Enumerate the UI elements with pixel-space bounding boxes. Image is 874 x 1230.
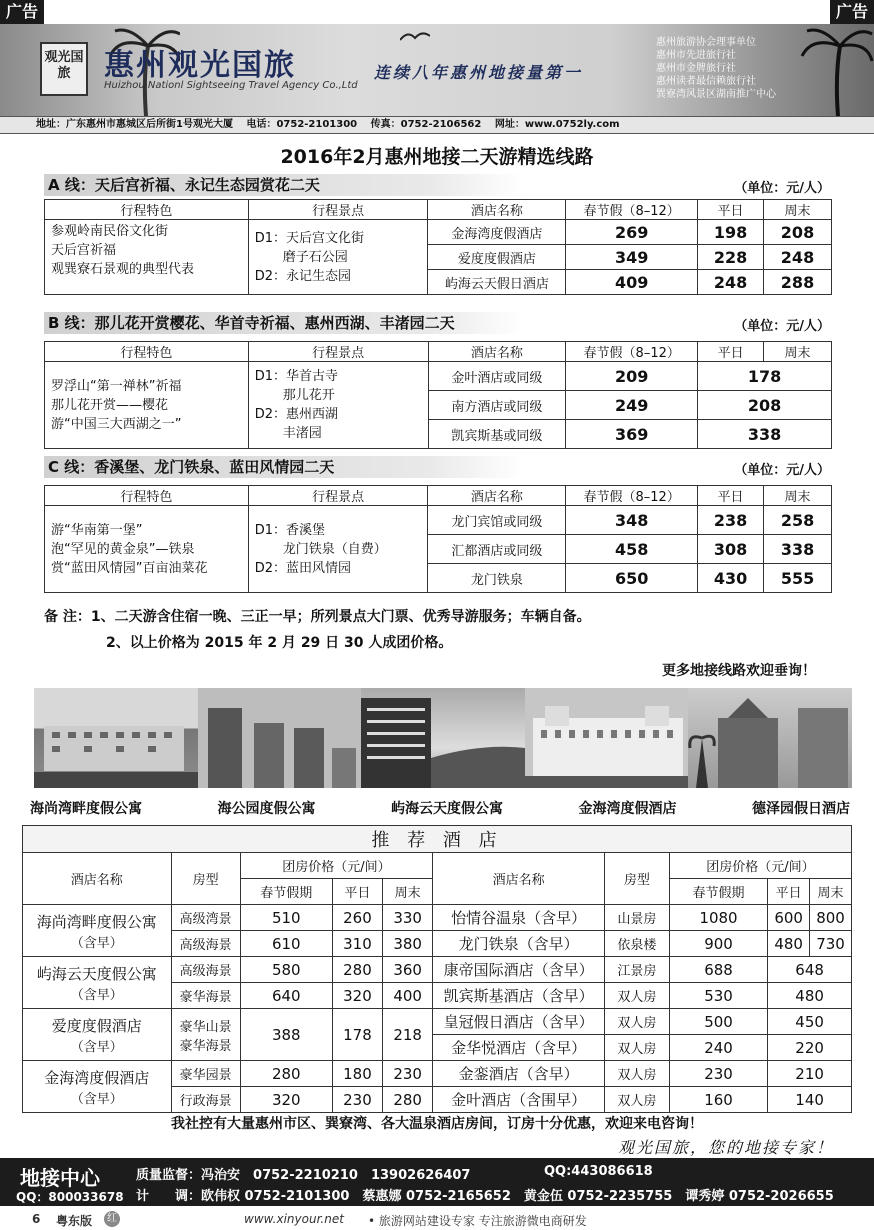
honor-item: 惠州市金牌旅行社 <box>656 63 736 74</box>
palm-tree-icon <box>800 26 874 116</box>
website-link[interactable]: www.xinyour.net <box>244 1212 344 1226</box>
photo-caption: 金海湾度假酒店 <box>578 801 677 817</box>
price-common: 210 <box>768 1061 852 1087</box>
col-header: 行程特色 <box>45 200 249 220</box>
price-spring: 320 <box>240 1087 332 1113</box>
route-spots <box>248 506 428 593</box>
hotel-photo <box>34 688 198 788</box>
price-weekend: 280 <box>383 1087 433 1113</box>
col-header: 春节假期 <box>240 879 332 905</box>
ad-tag-right: 广告 <box>830 0 874 24</box>
feature-line: 泡“罕见的黄金泉”—铁泉 <box>51 541 195 557</box>
feature-line: 观巽寮石景观的典型代表 <box>51 262 195 277</box>
website: 网址：www.0752ly.com <box>494 119 620 130</box>
col-header: 平日 <box>698 200 764 220</box>
feature-line: 天后宫祈福 <box>51 243 117 258</box>
address: 地址：广东惠州市惠城区后所街1号观光大厦 <box>36 119 233 130</box>
price-spring: 269 <box>566 220 698 245</box>
hotel-name: 屿海云天假日酒店 <box>428 270 566 295</box>
col-header: 春节假期 <box>669 879 767 905</box>
price-spring: 458 <box>566 535 698 564</box>
slogan: 连续八年惠州地接量第一 <box>374 63 584 82</box>
hotel-name: 海尚湾畔度假公寓 <box>36 912 157 931</box>
room-type: 双人房 <box>604 983 669 1009</box>
route-a-table <box>44 199 832 295</box>
hotel-name: 凯宾斯基酒店（含早） <box>433 983 605 1009</box>
signature-slogan: 观光国旅，您的地接专家！ <box>617 1138 834 1157</box>
hotel-sub: （含早） <box>70 987 123 1003</box>
room-type: 豪华海景 <box>171 983 240 1009</box>
price-common: 480 <box>768 983 852 1009</box>
booking-tip: 我社控有大量惠州市区、巽寮湾、各大温泉酒店房间，订房十分优惠，欢迎来电咨询！ <box>171 1116 703 1132</box>
page-number: 6 <box>32 1212 41 1226</box>
spot-line: D2：永记生态园 <box>254 268 351 284</box>
route-c-title: C 线：香溪堡、龙门铁泉、蓝田风情园二天 <box>44 456 524 478</box>
page-title: 2016年2月惠州地接二天游精选线路 <box>280 146 594 168</box>
feature-line: 游“华南第一堡” <box>51 522 143 538</box>
price-weekend: 218 <box>383 1009 433 1061</box>
price-weekend: 330 <box>383 905 433 931</box>
price-spring: 510 <box>240 905 332 931</box>
hotel-name: 屿海云天度假公寓 <box>36 964 157 983</box>
hotel-name: 金叶酒店（含围早） <box>433 1087 605 1113</box>
col-header: 行程景点 <box>248 342 428 362</box>
phone: 电话：0752-2101300 <box>246 119 358 130</box>
price-common: 220 <box>768 1035 852 1061</box>
price-weekend: 400 <box>383 983 433 1009</box>
price-spring: 409 <box>566 270 698 295</box>
spot-line: D1：华首古寺 <box>254 369 339 384</box>
spot-line: 龙门铁泉（自费） <box>282 541 387 557</box>
price-weekday: 238 <box>698 506 764 535</box>
hotel-name: 爱度度假酒店 <box>428 245 566 270</box>
note-1: 备 注：1、二天游含住宿一晚、三正一早；所列景点大门票、优秀导游服务；车辆自备。 <box>44 609 591 625</box>
agency-banner <box>0 24 874 116</box>
price-weekend: 360 <box>383 957 433 983</box>
price-spring: 640 <box>240 983 332 1009</box>
hotel-sub: （含早） <box>70 1039 123 1055</box>
seagull-icon <box>400 30 430 46</box>
price-weekend: 288 <box>764 270 832 295</box>
qq-number: QQ:443086618 <box>544 1164 653 1179</box>
planner-line <box>136 1185 834 1204</box>
planner-contact: 谭秀婷 0752-2026655 <box>685 1189 834 1204</box>
price-common: 648 <box>768 957 852 983</box>
price-spring: 580 <box>240 957 332 983</box>
route-features <box>45 220 249 295</box>
price-spring: 160 <box>669 1087 767 1113</box>
price-weekend: 208 <box>764 220 832 245</box>
feature-line: 那儿花开赏——樱花 <box>51 397 169 413</box>
feature-line: 赏“蓝田风情园”百亩油菜花 <box>51 560 208 576</box>
col-header: 房型 <box>171 853 240 905</box>
col-header: 行程景点 <box>248 486 428 506</box>
price-weekday: 260 <box>332 905 382 931</box>
col-header: 酒店名称 <box>23 853 172 905</box>
price-spring: 348 <box>566 506 698 535</box>
price-spring: 349 <box>566 245 698 270</box>
supervise-line <box>136 1164 470 1183</box>
honor-item: 巽寮湾风景区湖南推广中心 <box>656 89 776 100</box>
spot-line: 丰渚园 <box>282 426 322 441</box>
price-weekday: 248 <box>698 270 764 295</box>
price-common: 140 <box>768 1087 852 1113</box>
spot-line: 那儿花开 <box>282 388 335 403</box>
col-header: 酒店名称 <box>428 342 566 362</box>
unit-label: （单位：元/人） <box>734 181 830 196</box>
price-common: 338 <box>698 420 832 449</box>
honors-list <box>656 36 776 101</box>
col-header: 周末 <box>810 879 852 905</box>
room-type: 双人房 <box>604 1087 669 1113</box>
edition-label: 粤东版 <box>56 1214 93 1228</box>
price-weekday: 308 <box>698 535 764 564</box>
route-features <box>45 362 249 449</box>
hotel-name: 龙门宾馆或同级 <box>428 506 566 535</box>
col-header: 行程景点 <box>248 200 428 220</box>
price-spring: 530 <box>669 983 767 1009</box>
photo-caption: 海公园度假公寓 <box>217 801 316 817</box>
feature-line: 游“中国三大西湖之一” <box>51 416 182 432</box>
col-header: 平日 <box>332 879 382 905</box>
col-header: 平日 <box>698 342 764 362</box>
price-weekday: 230 <box>332 1087 382 1113</box>
planner-contact: 欧伟权 0752-2101300 <box>201 1189 350 1204</box>
room-type <box>171 1009 240 1061</box>
col-header: 团房价格（元/间） <box>669 853 851 879</box>
col-header: 行程特色 <box>45 342 249 362</box>
supervise-name: 冯治安 <box>201 1168 241 1183</box>
col-header: 春节假（8–12） <box>566 486 698 506</box>
spot-line: D2：蓝田风情园 <box>254 560 351 576</box>
price-weekday: 600 <box>768 905 810 931</box>
feature-line: 参观岭南民俗文化街 <box>51 224 169 239</box>
hotel-name: 汇都酒店或同级 <box>428 535 566 564</box>
price-weekend: 258 <box>764 506 832 535</box>
hotel-photo <box>688 688 852 788</box>
spot-line: 磨子石公园 <box>282 249 348 265</box>
price-spring: 280 <box>240 1061 332 1087</box>
hotel-name: 南方酒店或同级 <box>428 391 566 420</box>
route-spots <box>248 220 428 295</box>
price-spring: 369 <box>566 420 698 449</box>
route-b-title: B 线：那儿花开赏樱花、华首寺祈福、惠州西湖、丰渚园二天 <box>44 312 524 334</box>
room-type: 高级海景 <box>171 957 240 983</box>
unit-label: （单位：元/人） <box>734 319 830 334</box>
price-spring: 900 <box>669 931 767 957</box>
col-header: 周末 <box>764 200 832 220</box>
route-c-table <box>44 485 832 593</box>
ad-tag-left: 广告 <box>0 0 44 24</box>
room-type: 江景房 <box>604 957 669 983</box>
price-spring: 388 <box>240 1009 332 1061</box>
room-type: 高级海景 <box>171 931 240 957</box>
price-weekend: 555 <box>764 564 832 593</box>
price-spring: 240 <box>669 1035 767 1061</box>
honor-item: 惠州旅游协会理事单位 <box>656 37 756 48</box>
spot-line: D2：惠州西湖 <box>254 407 339 422</box>
brand-name-en: Huizhou Nationl Sightseeing Travel Agency Co.,Ltd <box>104 80 358 91</box>
price-spring: 650 <box>566 564 698 593</box>
hotel-name-cell <box>23 1061 172 1113</box>
col-header: 房型 <box>604 853 669 905</box>
room-type: 行政海景 <box>171 1087 240 1113</box>
contact-center-bar <box>0 1158 874 1206</box>
photo-captions <box>30 798 850 818</box>
price-weekday: 198 <box>698 220 764 245</box>
price-weekday: 430 <box>698 564 764 593</box>
planner-label: 计 调： <box>136 1189 202 1204</box>
edition-badge: 红 <box>104 1211 120 1227</box>
hotel-name: 龙门铁泉 <box>428 564 566 593</box>
website-tagline: • 旅游网站建设专家 专注旅游微电商研发 <box>368 1214 587 1228</box>
photo-caption: 德泽园假日酒店 <box>752 801 850 817</box>
col-header: 平日 <box>698 486 764 506</box>
price-weekday: 178 <box>332 1009 382 1061</box>
price-spring: 1080 <box>669 905 767 931</box>
price-weekend: 800 <box>810 905 852 931</box>
supervise-phone: 0752-2210210 <box>253 1168 358 1183</box>
brand-name: 惠州观光国旅 <box>104 48 296 83</box>
hotel-sub: （含早） <box>70 1091 123 1107</box>
hotel-name: 龙门铁泉（含早） <box>433 931 605 957</box>
room-type: 高级湾景 <box>171 905 240 931</box>
price-weekend: 380 <box>383 931 433 957</box>
planner-contact: 蔡惠娜 0752-2165652 <box>362 1189 511 1204</box>
hotel-name: 金海湾度假酒店 <box>44 1068 150 1087</box>
supervise-label: 质量监督： <box>136 1168 202 1183</box>
hotel-table-title: 推 荐 酒 店 <box>23 826 852 853</box>
price-weekend: 730 <box>810 931 852 957</box>
col-header: 团房价格（元/间） <box>240 853 433 879</box>
feature-line: 罗浮山“第一禅林”祈福 <box>51 378 182 394</box>
hotel-name: 金叶酒店或同级 <box>428 362 566 391</box>
price-weekday: 480 <box>768 931 810 957</box>
hotel-photo <box>361 688 525 788</box>
room-type: 依泉楼 <box>604 931 669 957</box>
photo-caption: 屿海云天度假公寓 <box>391 801 503 817</box>
recommended-hotels-table <box>22 825 852 1113</box>
room-type-line: 豪华山景 <box>179 1019 232 1035</box>
note-2: 2、以上价格为 2015 年 2 月 29 日 30 人成团价格。 <box>106 635 453 651</box>
hotel-name-cell <box>23 1009 172 1061</box>
col-header: 周末 <box>764 486 832 506</box>
fax: 传真：0752-2106562 <box>370 119 482 130</box>
route-features <box>45 506 249 593</box>
route-spots <box>248 362 428 449</box>
price-spring: 249 <box>566 391 698 420</box>
price-spring: 209 <box>566 362 698 391</box>
col-header: 酒店名称 <box>428 486 566 506</box>
col-header: 春节假（8–12） <box>566 200 698 220</box>
price-weekday: 280 <box>332 957 382 983</box>
agency-logo: 观光国旅 <box>40 42 88 96</box>
room-type: 双人房 <box>604 1061 669 1087</box>
center-qq: QQ：800033678 <box>16 1190 124 1204</box>
planner-contact: 黄金伍 0752-2235755 <box>523 1189 673 1204</box>
col-header: 行程特色 <box>45 486 249 506</box>
price-spring: 500 <box>669 1009 767 1035</box>
hotel-name: 康帝国际酒店（含早） <box>433 957 605 983</box>
price-common: 450 <box>768 1009 852 1035</box>
page-footer <box>0 1210 874 1230</box>
room-type-line: 豪华海景 <box>179 1038 232 1054</box>
hotel-name: 金华悦酒店（含早） <box>433 1035 605 1061</box>
supervise-mobile: 13902626407 <box>370 1168 471 1183</box>
center-title: 地接中心 <box>20 1166 100 1190</box>
col-header: 酒店名称 <box>428 200 566 220</box>
price-weekday: 310 <box>332 931 382 957</box>
price-weekday: 228 <box>698 245 764 270</box>
hotel-name: 爱度度假酒店 <box>51 1016 142 1035</box>
price-weekend: 338 <box>764 535 832 564</box>
price-weekend: 248 <box>764 245 832 270</box>
spot-line: D1：天后宫文化街 <box>254 230 364 246</box>
price-spring: 610 <box>240 931 332 957</box>
col-header: 周末 <box>383 879 433 905</box>
photo-caption: 海尚湾畔度假公寓 <box>30 801 142 817</box>
spot-line: D1：香溪堡 <box>254 522 325 538</box>
price-weekday: 320 <box>332 983 382 1009</box>
route-b-table <box>44 341 832 449</box>
hotel-name: 金銮酒店（含早） <box>433 1061 605 1087</box>
col-header: 春节假（8–12） <box>566 342 698 362</box>
price-common: 178 <box>698 362 832 391</box>
price-weekend: 230 <box>383 1061 433 1087</box>
room-type: 双人房 <box>604 1035 669 1061</box>
hotel-photo <box>198 688 362 788</box>
hotel-name-cell <box>23 957 172 1009</box>
price-spring: 230 <box>669 1061 767 1087</box>
col-header: 平日 <box>768 879 810 905</box>
honor-item: 惠州读者最信赖旅行社 <box>656 76 756 87</box>
room-type: 山景房 <box>604 905 669 931</box>
room-type: 豪华园景 <box>171 1061 240 1087</box>
col-header: 周末 <box>764 342 832 362</box>
col-header: 酒店名称 <box>433 853 605 905</box>
price-weekday: 180 <box>332 1061 382 1087</box>
hotel-name: 金海湾度假酒店 <box>428 220 566 245</box>
more-routes: 更多地接线路欢迎垂询！ <box>662 663 816 679</box>
unit-label: （单位：元/人） <box>734 463 830 478</box>
hotel-name: 皇冠假日酒店（含早） <box>433 1009 605 1035</box>
hotel-name: 怡情谷温泉（含早） <box>433 905 605 931</box>
price-common: 208 <box>698 391 832 420</box>
hotel-photo-strip <box>34 688 852 788</box>
hotel-name: 凯宾斯基或同级 <box>428 420 566 449</box>
room-type: 双人房 <box>604 1009 669 1035</box>
hotel-photo <box>525 688 689 788</box>
contact-bar <box>0 116 874 134</box>
hotel-name-cell <box>23 905 172 957</box>
hotel-sub: （含早） <box>70 935 123 951</box>
price-spring: 688 <box>669 957 767 983</box>
route-a-title: A 线：天后宫祈福、永记生态园赏花二天 <box>44 174 524 196</box>
honor-item: 惠州市先进旅行社 <box>656 50 736 61</box>
